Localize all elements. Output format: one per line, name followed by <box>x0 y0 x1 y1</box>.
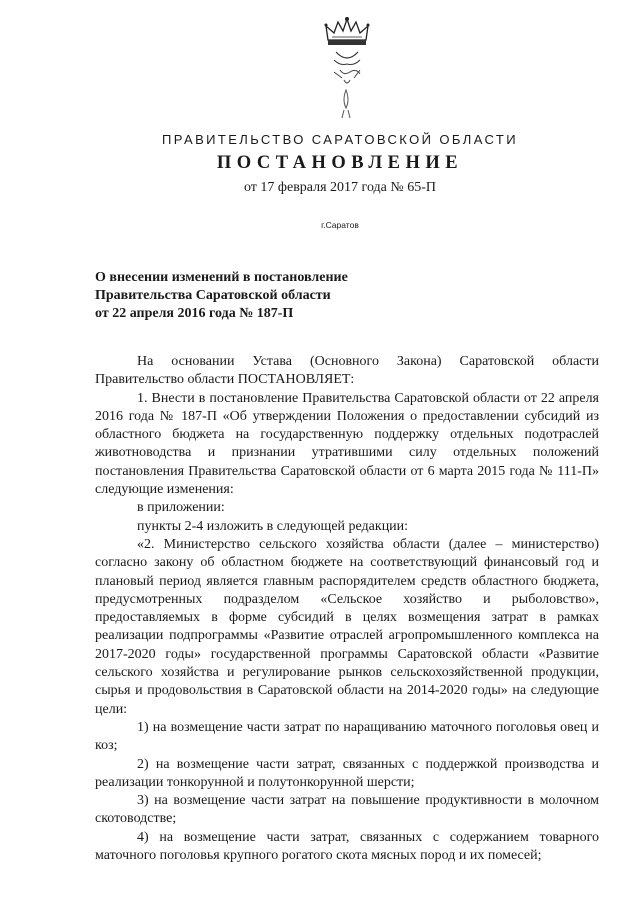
document-date: от 17 февраля 2017 года № 65-П <box>243 180 437 195</box>
list-item: 1) на возмещение части затрат по наращиванию маточного поголовья овец и коз; <box>95 719 599 754</box>
document-type: ПОСТАНОВЛЕНИЕ <box>216 153 464 173</box>
list-item: 4) на возмещение части затрат, связанных с содержанием товарного маточного поголовья крупного рогатого скота мясных пород и их помесей; <box>95 829 599 864</box>
document-city: г.Саратов <box>321 220 359 230</box>
document-body <box>95 353 599 865</box>
coat-of-arms-emblem <box>320 14 374 122</box>
list-item: 2) на возмещение части затрат, связанных с поддержкой производства и реализации тонкорунной и полутонкорунной шерсти; <box>95 756 599 790</box>
body-paragraph: в приложении: <box>137 500 225 516</box>
subject-line: от 22 апреля 2016 года № 187-П <box>95 306 294 321</box>
document-subject <box>95 269 348 323</box>
subject-line: О внесении изменений в постановление <box>95 270 348 285</box>
body-paragraph: пункты 2-4 изложить в следующей редакции: <box>137 518 409 534</box>
government-name: ПРАВИТЕЛЬСТВО САРАТОВСКОЙ ОБЛАСТИ <box>162 132 518 147</box>
body-paragraph: На основании Устава (Основного Закона) Саратовской области Правительство области ПОСТАНОВЛЯЕТ: <box>95 354 599 388</box>
body-paragraph: 1. Внести в постановление Правительства Саратовской области от 22 апреля 2016 года № 187-П «Об утверждении Положения о предоставлении субсидий из областного бюджета на государственную поддержку отдельных подотраслей животноводства и признании утратившими силу отдельных положений постановления Правительства Саратовской области от 6 марта 2015 года № 111-П» следующие изменения: <box>95 390 599 498</box>
list-item: 3) на возмещение части затрат на повышение продуктивности в молочном скотоводстве; <box>95 793 599 827</box>
body-paragraph: «2. Министерство сельского хозяйства области (далее – министерство) согласно закону об областном бюджете на соответствующий финансовый год и плановый период является главным распорядителем средств областного бюджета, предусмотренных подразделом «Сельское хозяйство и рыболовство», предоставляемых в форме субсидий в целях возмещения затрат в рамках реализации подпрограммы «Развитие отраслей агропромышленного комплекса на 2017-2020 годы» государственной программы Саратовской области «Развитие сельского хозяйства и регулирование рынков сельскохозяйственной продукции, сырья и продовольствия в Саратовской области на 2014-2020 годы» на следующие цели: <box>95 536 599 717</box>
subject-line: Правительства Саратовской области <box>95 288 331 303</box>
